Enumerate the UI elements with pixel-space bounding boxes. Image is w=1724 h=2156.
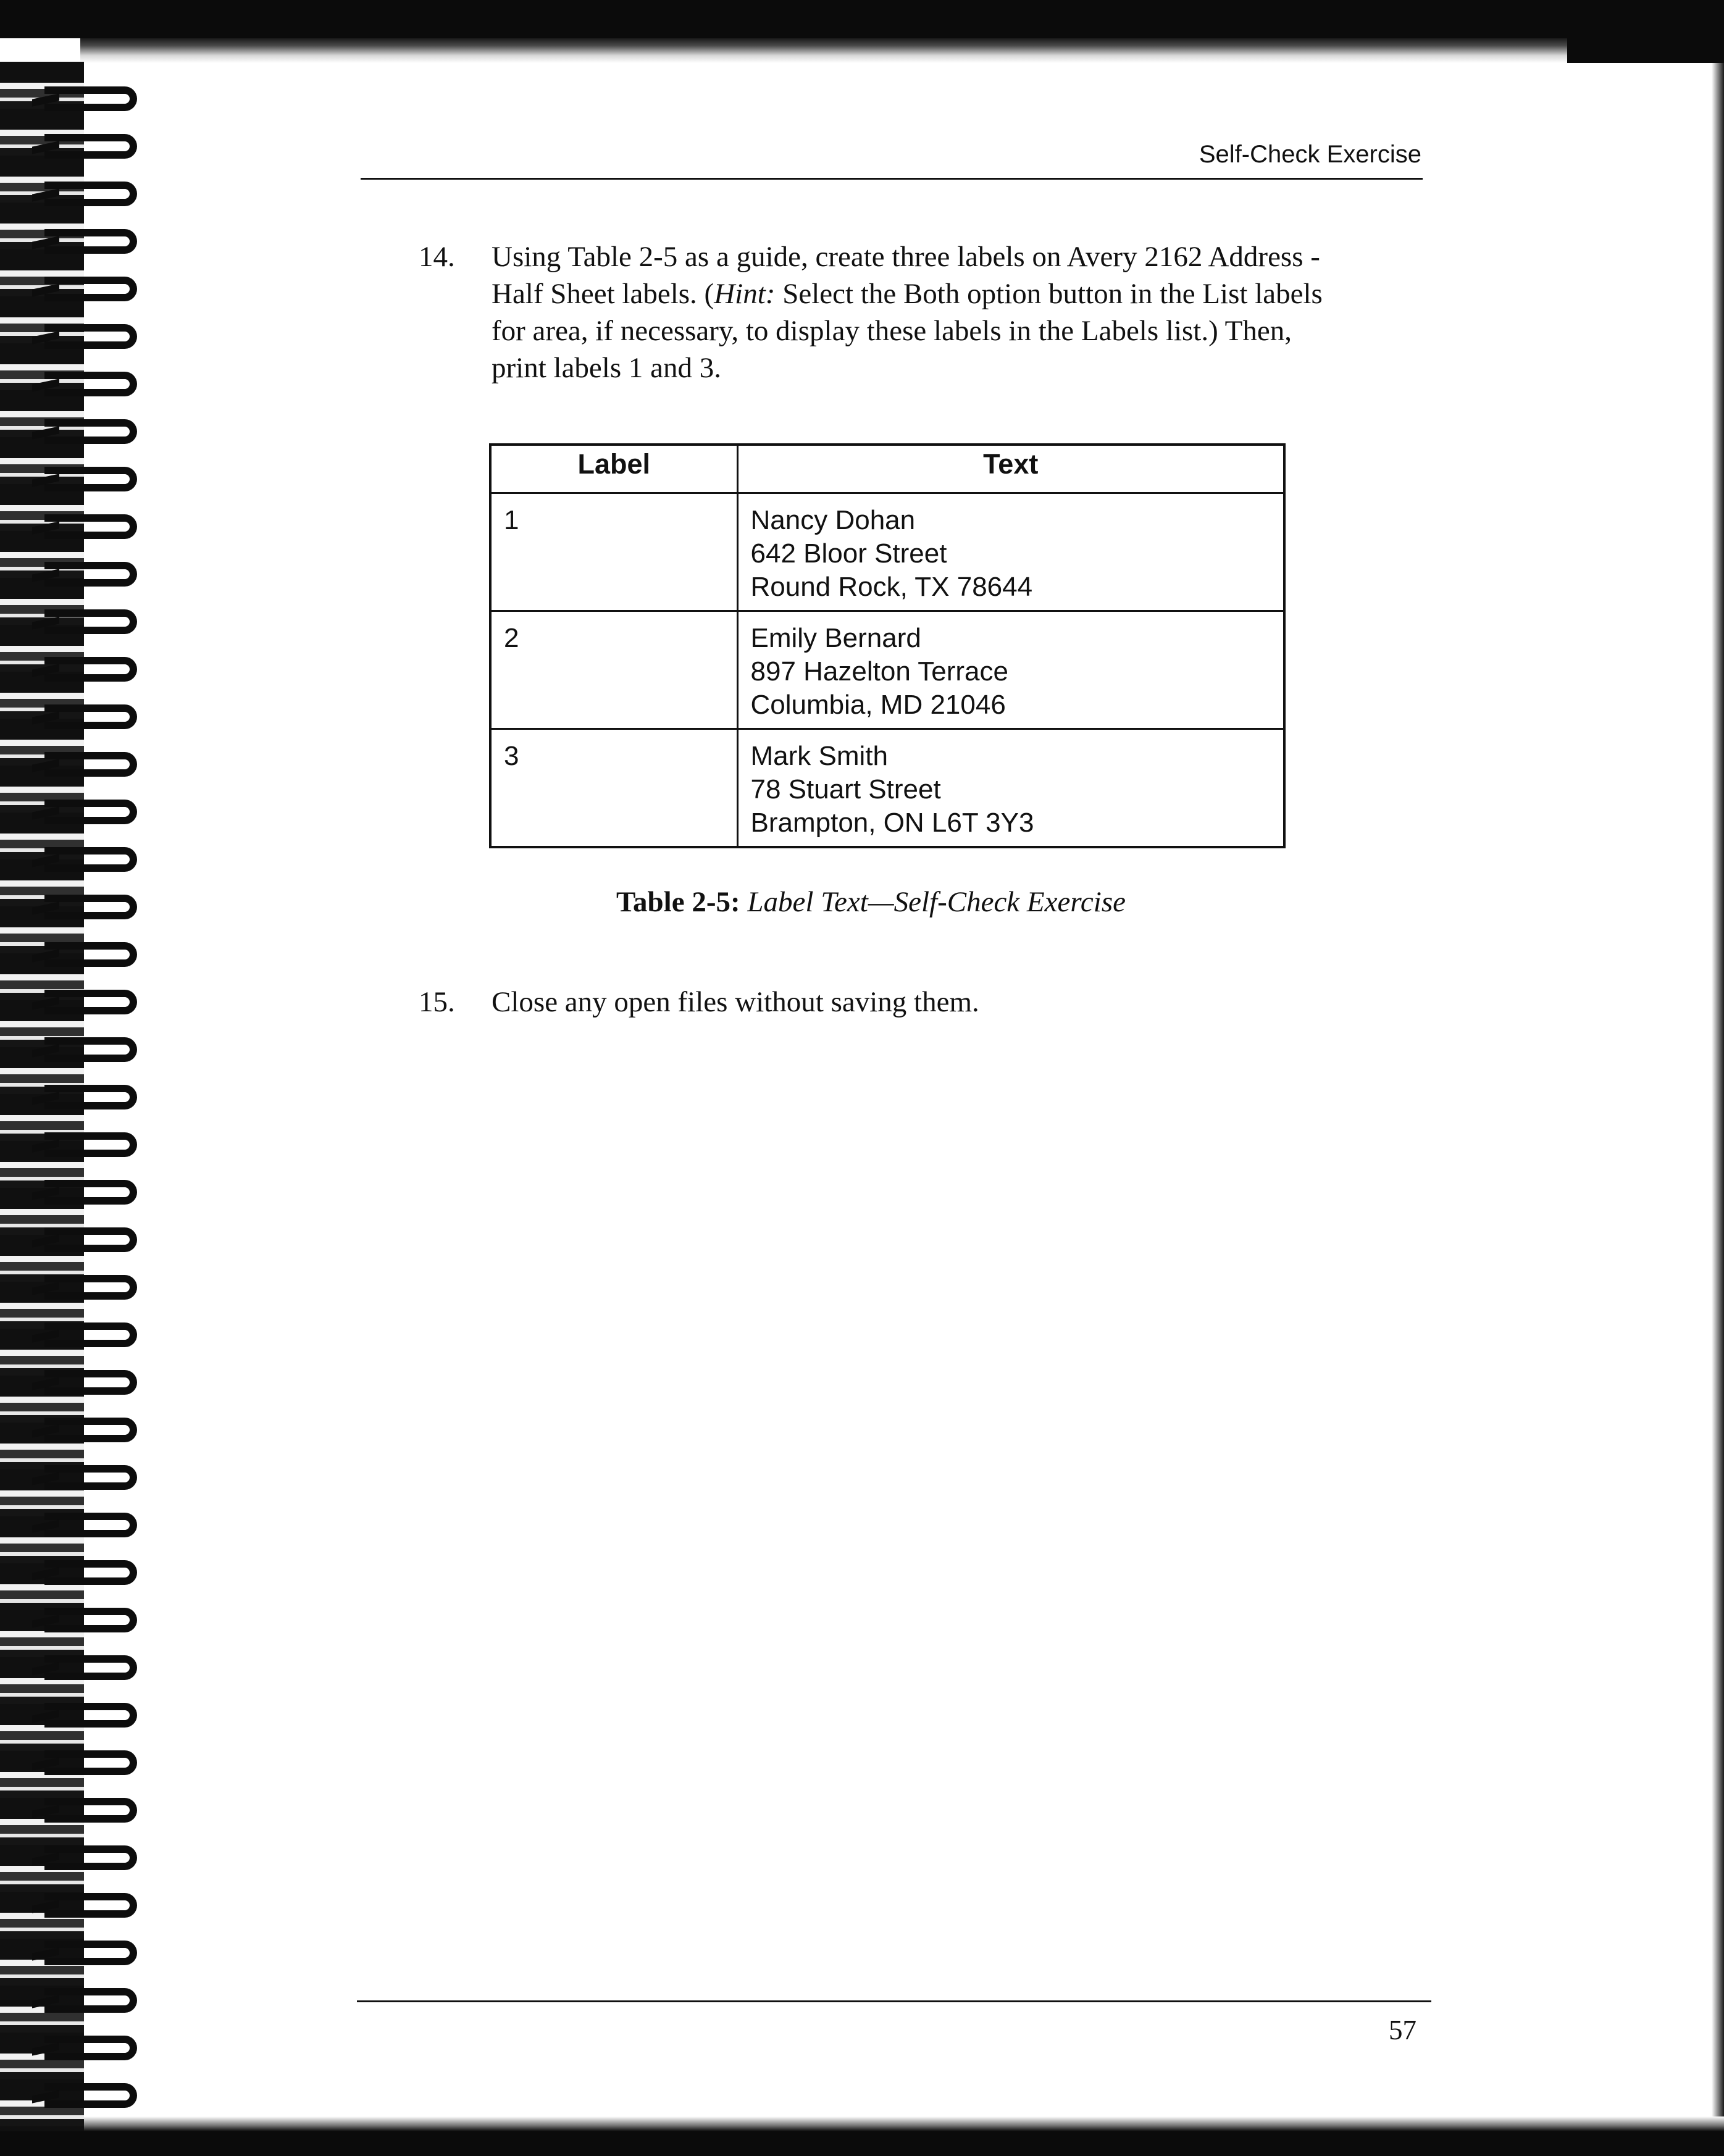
step-line: for area, if necessary, to display these labels in the Labels list.) Then, — [492, 315, 1292, 347]
address-city: Brampton, ON L6T 3Y3 — [750, 807, 1034, 838]
binding-coil — [44, 609, 137, 634]
binding-coil — [44, 704, 137, 729]
binding-coil — [44, 990, 137, 1014]
binding-coil — [44, 324, 137, 349]
address-cell — [737, 611, 1284, 729]
table-row — [490, 729, 1284, 847]
binding-coil — [44, 86, 137, 111]
label-number-cell: 1 — [490, 493, 737, 611]
binding-coil — [44, 1322, 137, 1347]
caption-title: Label Text—Self-Check Exercise — [747, 886, 1126, 918]
binding-coil — [44, 1988, 137, 2013]
address-street: 642 Bloor Street — [750, 538, 947, 569]
binding-coil — [44, 942, 137, 967]
hint-label: Hint: — [714, 278, 776, 310]
page-top-edge — [80, 38, 1567, 63]
footer-rule — [357, 2000, 1431, 2002]
binding-coil — [44, 1941, 137, 1965]
address-city: Round Rock, TX 78644 — [750, 571, 1033, 602]
binding-coil — [44, 372, 137, 396]
step-instruction — [492, 238, 1430, 386]
binding-coil — [44, 847, 137, 872]
table-row — [490, 611, 1284, 729]
section-title: Self-Check Exercise — [1199, 141, 1421, 168]
header-rule — [361, 178, 1423, 180]
table-row — [490, 493, 1284, 611]
binding-coil — [44, 1798, 137, 1823]
address-name: Emily Bernard — [750, 622, 921, 653]
binding-coil — [44, 2083, 137, 2108]
binding-coil — [44, 134, 137, 159]
step-instruction: Close any open files without saving them. — [492, 986, 979, 1018]
label-number-cell: 2 — [490, 611, 737, 729]
scan-bottom-border — [0, 2131, 1724, 2156]
page-bottom-edge — [80, 2116, 1724, 2131]
page-number: 57 — [1389, 2015, 1416, 2045]
caption-prefix: Table 2-5: — [616, 886, 740, 918]
binding-coil — [44, 1180, 137, 1205]
binding-coil — [44, 1703, 137, 1728]
binding-coil — [44, 467, 137, 491]
binding-coil — [44, 2036, 137, 2060]
binding-coil — [44, 182, 137, 206]
step-number: 14. — [419, 241, 455, 273]
binding-coil — [44, 1845, 137, 1870]
binding-coil — [44, 1750, 137, 1775]
step-line — [492, 275, 1430, 312]
binding-coil — [44, 895, 137, 919]
column-header-label: Label — [490, 445, 737, 493]
binding-coil — [44, 1085, 137, 1109]
address-cell — [737, 493, 1284, 611]
address-name: Mark Smith — [750, 740, 888, 771]
binding-coil — [44, 1608, 137, 1632]
table-caption — [616, 885, 1126, 919]
binding-coil — [44, 1370, 137, 1395]
binding-coil — [44, 277, 137, 301]
address-city: Columbia, MD 21046 — [750, 689, 1006, 720]
scan-top-right-border — [1567, 0, 1724, 63]
address-name: Nancy Dohan — [750, 504, 916, 535]
address-street: 897 Hazelton Terrace — [750, 656, 1008, 687]
binding-coil — [44, 1893, 137, 1918]
address-cell — [737, 729, 1284, 847]
binding-coil — [44, 800, 137, 824]
binding-coil — [44, 1132, 137, 1157]
binding-coil — [44, 419, 137, 444]
spiral-binding — [0, 62, 148, 2131]
step-line: Using Table 2-5 as a guide, create three labels on Avery 2162 Address - — [492, 241, 1320, 273]
binding-coil — [44, 1465, 137, 1490]
address-street: 78 Stuart Street — [750, 774, 941, 804]
binding-coil — [44, 1275, 137, 1300]
step-number: 15. — [419, 986, 455, 1018]
binding-coil — [44, 1513, 137, 1537]
table-header-row — [490, 445, 1284, 493]
binding-coil — [44, 1037, 137, 1062]
binding-coil — [44, 1560, 137, 1585]
step-line-end: Select the Both option button in the List labels — [782, 278, 1323, 310]
binding-coil — [44, 657, 137, 682]
page-right-shadow — [1712, 63, 1724, 2156]
binding-coil — [44, 1227, 137, 1252]
label-number-cell: 3 — [490, 729, 737, 847]
binding-coil — [44, 1655, 137, 1680]
binding-coil — [44, 514, 137, 539]
step-line: print labels 1 and 3. — [492, 352, 722, 384]
label-text-table — [489, 443, 1286, 848]
binding-coil — [44, 229, 137, 254]
binding-coil — [44, 1418, 137, 1442]
scan-top-border — [0, 0, 1724, 38]
binding-coil — [44, 752, 137, 777]
column-header-text: Text — [737, 445, 1284, 493]
binding-coil — [44, 562, 137, 587]
step-line-start: Half Sheet labels. ( — [492, 278, 714, 310]
